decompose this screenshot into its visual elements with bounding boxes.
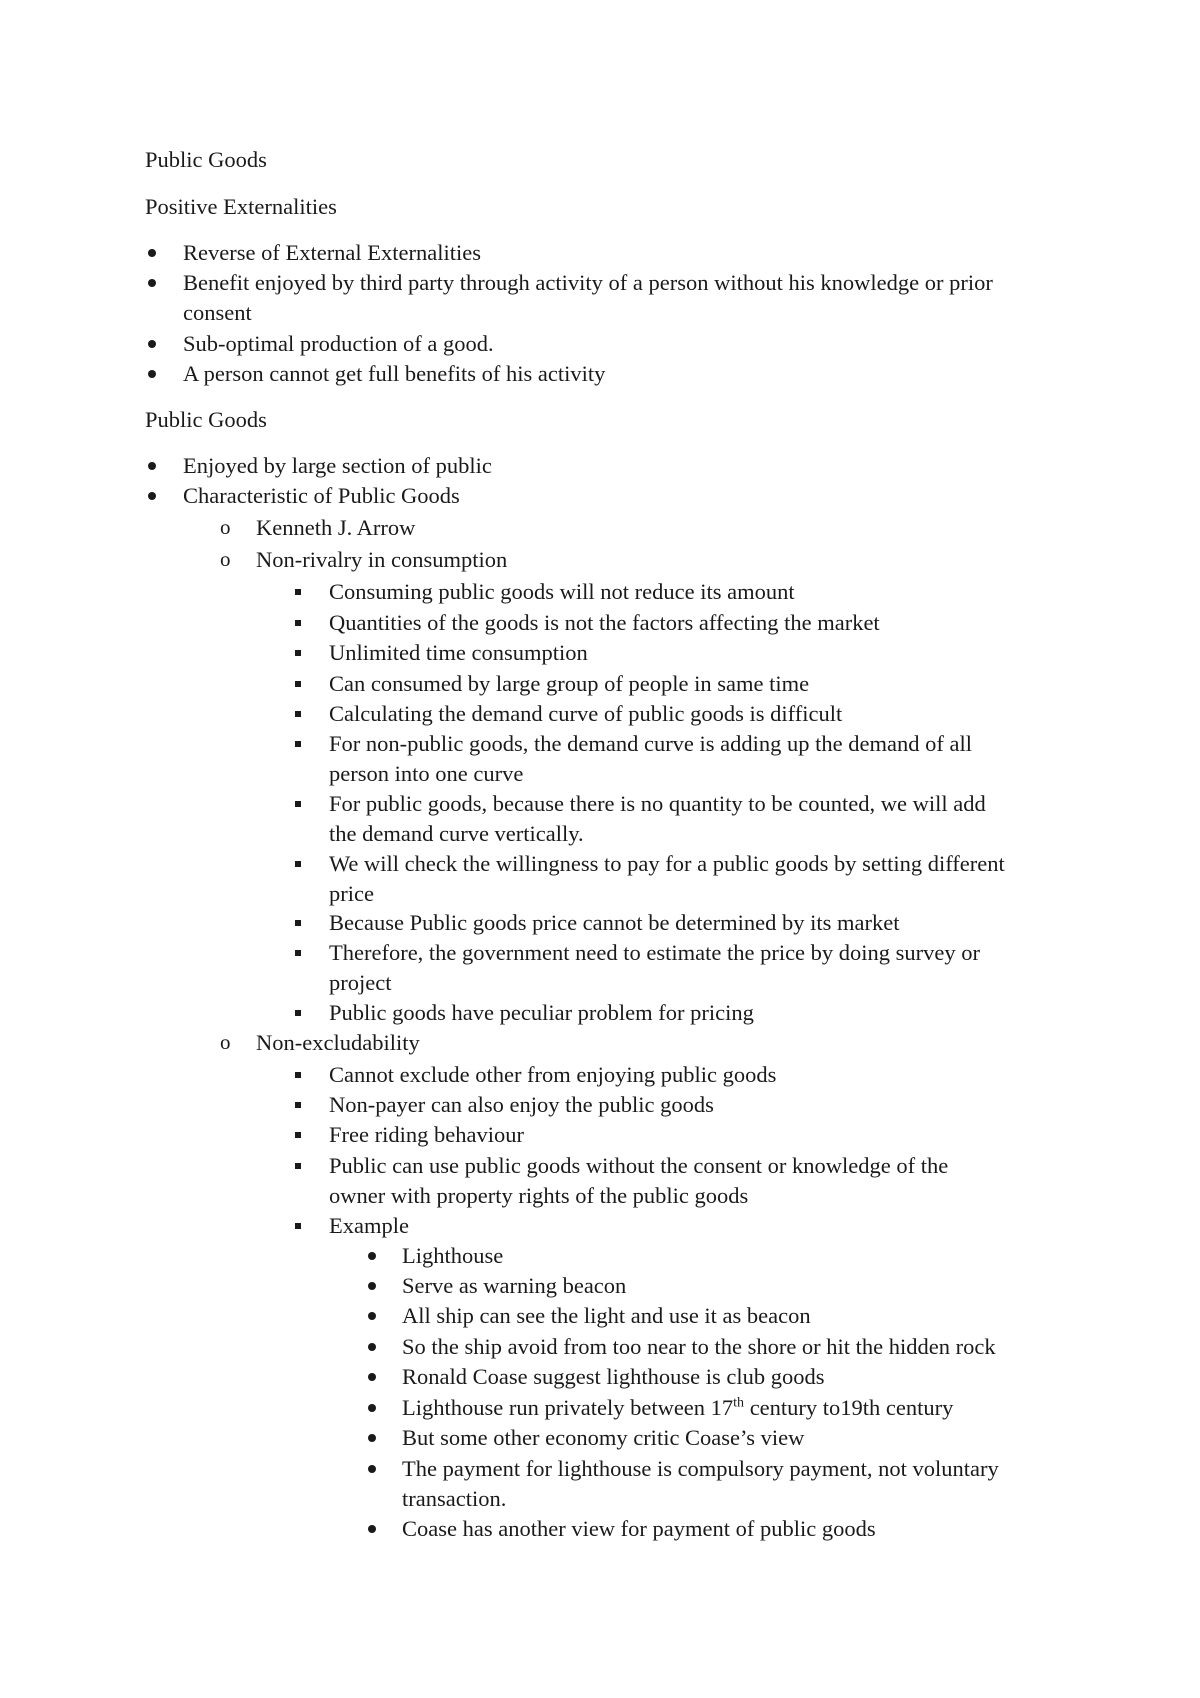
list-item: Kenneth J. Arrow	[256, 515, 416, 540]
bullet-icon	[148, 370, 156, 378]
list-item: Public goods have peculiar problem for pricing	[329, 1000, 754, 1025]
bullet-icon	[148, 249, 156, 257]
square-bullet-icon	[295, 681, 301, 687]
list-item: Coase has another view for payment of public goods	[402, 1516, 876, 1541]
section-heading-public-goods: Public Goods	[145, 407, 267, 432]
square-bullet-icon	[295, 741, 301, 747]
bullet-icon	[148, 340, 156, 348]
bullet-icon	[148, 492, 156, 500]
list-item: Free riding behaviour	[329, 1122, 524, 1147]
document-title: Public Goods	[145, 147, 267, 172]
list-item: So the ship avoid from too near to the shore or hit the hidden rock	[402, 1334, 996, 1359]
list-item: Lighthouse	[402, 1243, 504, 1268]
list-item: Can consumed by large group of people in same time	[329, 671, 810, 696]
square-bullet-icon	[295, 1102, 301, 1108]
square-bullet-icon	[295, 950, 301, 956]
list-item: Calculating the demand curve of public goods is difficult	[329, 701, 843, 726]
list-item-continuation: the demand curve vertically.	[329, 821, 584, 846]
bullet-icon	[148, 279, 156, 287]
circle-bullet-icon: o	[220, 515, 231, 539]
list-item: Cannot exclude other from enjoying public goods	[329, 1062, 777, 1087]
bullet-icon	[368, 1465, 376, 1473]
circle-bullet-icon: o	[220, 547, 231, 571]
list-item-continuation: person into one curve	[329, 761, 524, 786]
list-item-continuation: transaction.	[402, 1486, 507, 1511]
list-item: Therefore, the government need to estimate the price by doing survey or	[329, 940, 981, 965]
square-bullet-icon	[295, 1072, 301, 1078]
bullet-icon	[368, 1434, 376, 1442]
list-item: Sub-optimal production of a good.	[183, 331, 494, 356]
list-item: For non-public goods, the demand curve is adding up the demand of all	[329, 731, 972, 756]
list-item: Unlimited time consumption	[329, 640, 588, 665]
list-item: Because Public goods price cannot be determined by its market	[329, 910, 900, 935]
square-bullet-icon	[295, 589, 301, 595]
square-bullet-icon	[295, 1163, 301, 1169]
list-item: Non-payer can also enjoy the public goods	[329, 1092, 714, 1117]
list-item: All ship can see the light and use it as beacon	[402, 1303, 811, 1328]
section-heading-positive-externalities: Positive Externalities	[145, 194, 337, 219]
square-bullet-icon	[295, 711, 301, 717]
list-item: Non-excludability	[256, 1030, 420, 1055]
square-bullet-icon	[295, 920, 301, 926]
bullet-icon	[148, 462, 156, 470]
list-item: Enjoyed by large section of public	[183, 453, 492, 478]
list-item: We will check the willingness to pay for a public goods by setting different	[329, 851, 1005, 876]
list-item: Ronald Coase suggest lighthouse is club goods	[402, 1364, 825, 1389]
list-item: But some other economy critic Coase’s view	[402, 1425, 805, 1450]
list-item: Characteristic of Public Goods	[183, 483, 460, 508]
list-item: Benefit enjoyed by third party through activity of a person without his knowledge or prior	[183, 270, 993, 295]
list-item: Serve as warning beacon	[402, 1273, 627, 1298]
list-item	[402, 1393, 953, 1423]
bullet-icon	[368, 1404, 376, 1412]
square-bullet-icon	[295, 801, 301, 807]
list-item: Non-rivalry in consumption	[256, 547, 508, 572]
square-bullet-icon	[295, 1132, 301, 1138]
list-item: Quantities of the goods is not the factors affecting the market	[329, 610, 880, 635]
square-bullet-icon	[295, 650, 301, 656]
bullet-icon	[368, 1252, 376, 1260]
list-item-text-part: Lighthouse run privately between 17	[402, 1395, 734, 1420]
bullet-icon	[368, 1525, 376, 1533]
list-item: Public can use public goods without the consent or knowledge of the	[329, 1153, 949, 1178]
bullet-icon	[368, 1282, 376, 1290]
list-item: A person cannot get full benefits of his activity	[183, 361, 606, 386]
list-item-continuation: price	[329, 881, 374, 906]
bullet-icon	[368, 1343, 376, 1351]
square-bullet-icon	[295, 1223, 301, 1229]
list-item-continuation: project	[329, 970, 392, 995]
bullet-icon	[368, 1312, 376, 1320]
superscript: th	[733, 1395, 745, 1411]
circle-bullet-icon: o	[220, 1030, 231, 1054]
list-item: For public goods, because there is no quantity to be counted, we will add	[329, 791, 986, 816]
square-bullet-icon	[295, 861, 301, 867]
list-item: The payment for lighthouse is compulsory payment, not voluntary	[402, 1456, 999, 1481]
bullet-icon	[368, 1373, 376, 1381]
list-item: Example	[329, 1213, 409, 1238]
list-item: Consuming public goods will not reduce its amount	[329, 579, 795, 604]
list-item-continuation: consent	[183, 300, 252, 325]
square-bullet-icon	[295, 620, 301, 626]
list-item-text-part: century to19th century	[744, 1395, 954, 1420]
square-bullet-icon	[295, 1010, 301, 1016]
list-item: Reverse of External Externalities	[183, 240, 482, 265]
list-item-continuation: owner with property rights of the public goods	[329, 1183, 749, 1208]
